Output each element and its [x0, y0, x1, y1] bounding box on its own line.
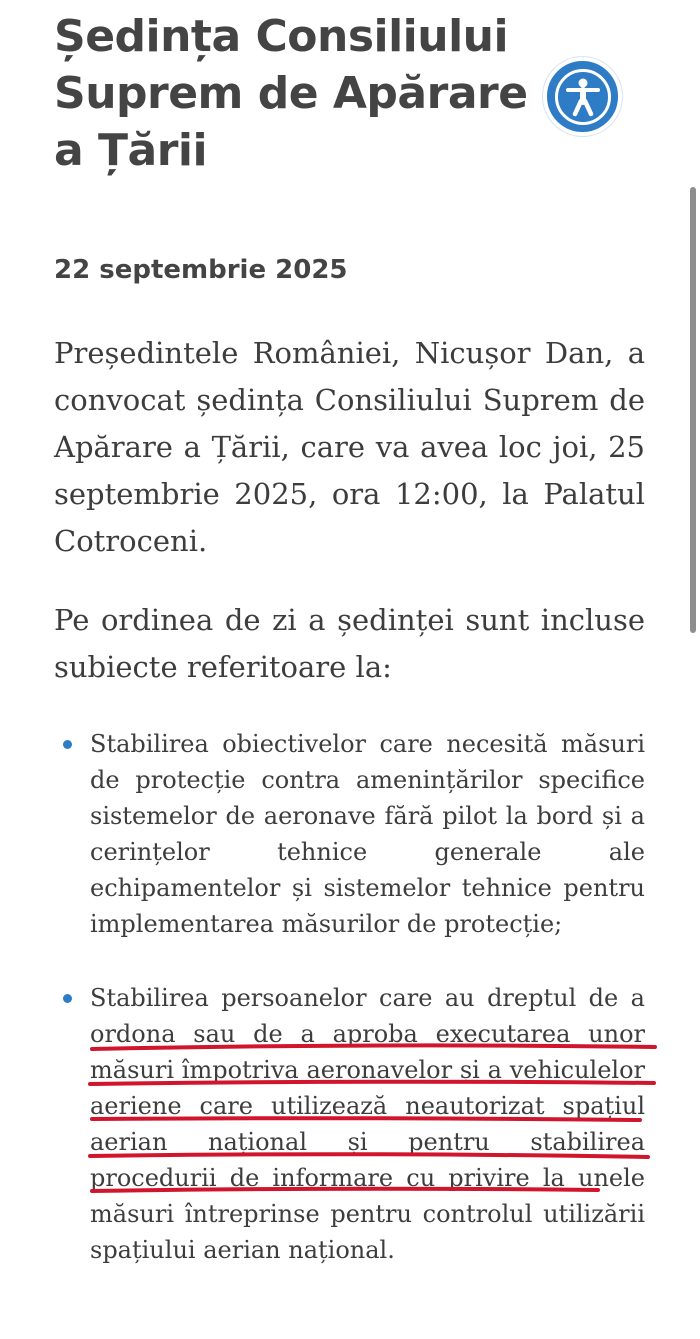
agenda-list: [54, 726, 645, 1268]
accessibility-button[interactable]: [543, 57, 622, 136]
page-title: Ședința Consiliului Suprem de Apărare a Țării: [54, 11, 528, 176]
bullet-dot: [63, 994, 72, 1003]
list-item-text: Stabilirea persoanelor care au dreptul de a ordona sau de a aproba executarea unor măsuri împotriva aeronavelor și a vehiculelor aeriene care utilizează neautorizat spațiul aerian național și pentru stabilirea procedurii de informare cu privire la unele măsuri întreprinse pentru controlul utilizării spațiului aerian național.: [90, 984, 645, 1264]
accessibility-ring: [555, 69, 611, 125]
agenda-paragraph: Pe ordinea de zi a ședinței sunt incluse subiecte referitoare la:: [54, 603, 645, 684]
list-item-text: Stabilirea obiectivelor care necesită măsuri de protecție contra amenințărilor specifice sistemelor de aeronave fără pilot la bord și a cerințelor tehnice generale ale echipamentelor și sistemelor tehnice pentru implementarea măsurilor de protecție;: [90, 730, 645, 938]
article-date: 22 septembrie 2025: [54, 255, 348, 285]
intro-paragraph: Președintele României, Nicușor Dan, a convocat ședința Consiliului Suprem de Apărare a Țării, care va avea loc joi, 25 septembrie 2025, ora 12:00, la Palatul Cotroceni.: [54, 336, 645, 558]
scrollbar-thumb[interactable]: [690, 187, 696, 633]
list-item: [54, 726, 645, 942]
accessibility-person-icon: [565, 77, 601, 117]
bullet-dot: [63, 740, 72, 749]
list-item: [54, 980, 645, 1268]
